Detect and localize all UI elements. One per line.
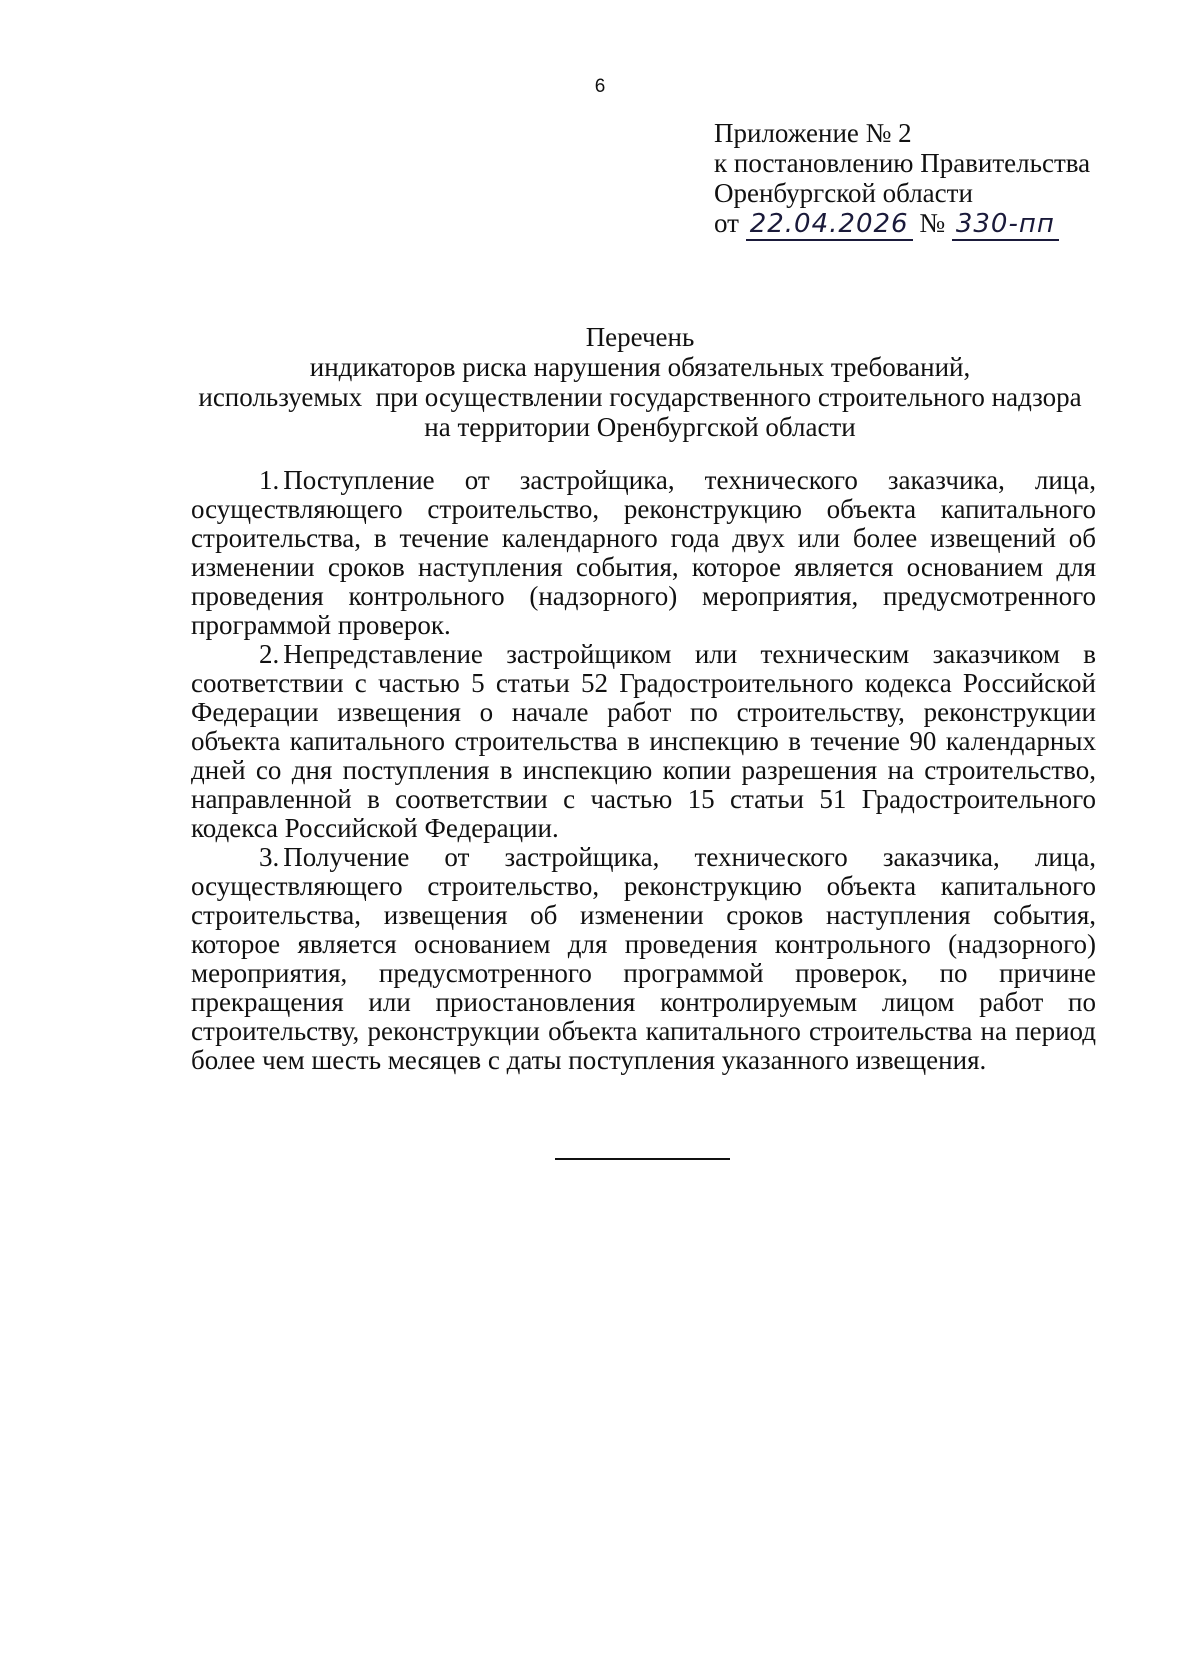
appendix-header [714, 118, 1090, 239]
appendix-title: Приложение № 2 [714, 118, 912, 148]
page-number: 6 [594, 76, 606, 97]
title-line-4: на территории Оренбургской области [424, 412, 856, 442]
date-prefix: от [714, 208, 739, 238]
appendix-reference: к постановлению Правительства [714, 148, 1091, 178]
title-line-1: Перечень [585, 322, 695, 352]
title-line-2: индикаторов риска нарушения обязательных требований, [309, 352, 971, 382]
list-item [191, 843, 1096, 1075]
item-number: 1. [259, 465, 280, 495]
list-item [191, 466, 1096, 640]
title-line-3: используемых при осуществлении государственного строительного надзора [198, 382, 1082, 412]
document-title [150, 322, 1130, 442]
end-divider [555, 1158, 730, 1160]
item-text: Непредставление застройщиком или техническим заказчиком в соответствии с частью 5 статьи 52 Градостроительного кодекса Российской Федерации извещения о начале работ по строительству, реконструкции объекта капитального строительства в инспекцию в течение 90 календарных дней со дня поступления в инспекцию копии разрешения на строительство, направленной в соответствии с частью 15 статьи 51 Градостроительного кодекса Российской Федерации. [191, 639, 1096, 843]
handwritten-date: 22.04.2026 [746, 209, 913, 241]
handwritten-number: 330-пп [952, 209, 1059, 241]
item-text: Получение от застройщика, технического заказчика, лица, осуществляющего строительство, реконструкцию объекта капитального строительства, извещения об изменении сроков наступления события, которое является основанием для проведения контрольного (надзорного) мероприятия, предусмотренного программой проверок, по причине прекращения или приостановления контролируемым лицом работ по строительству, реконструкции объекта капитального строительства на период более чем шесть месяцев с даты поступления указанного извещения. [191, 842, 1096, 1075]
document-body [191, 466, 1096, 1075]
appendix-date-line [714, 208, 1090, 239]
item-text: Поступление от застройщика, технического заказчика, лица, осуществляющего строительство, реконструкцию объекта капитального строительства, в течение календарного года двух или более извещений об изменении сроков наступления события, которое является основанием для проведения контрольного (надзорного) мероприятия, предусмотренного программой проверок. [191, 465, 1096, 640]
list-item [191, 640, 1096, 843]
number-prefix: № [919, 208, 946, 238]
item-number: 2. [259, 639, 280, 669]
appendix-region: Оренбургской области [714, 178, 973, 208]
item-number: 3. [259, 842, 280, 872]
